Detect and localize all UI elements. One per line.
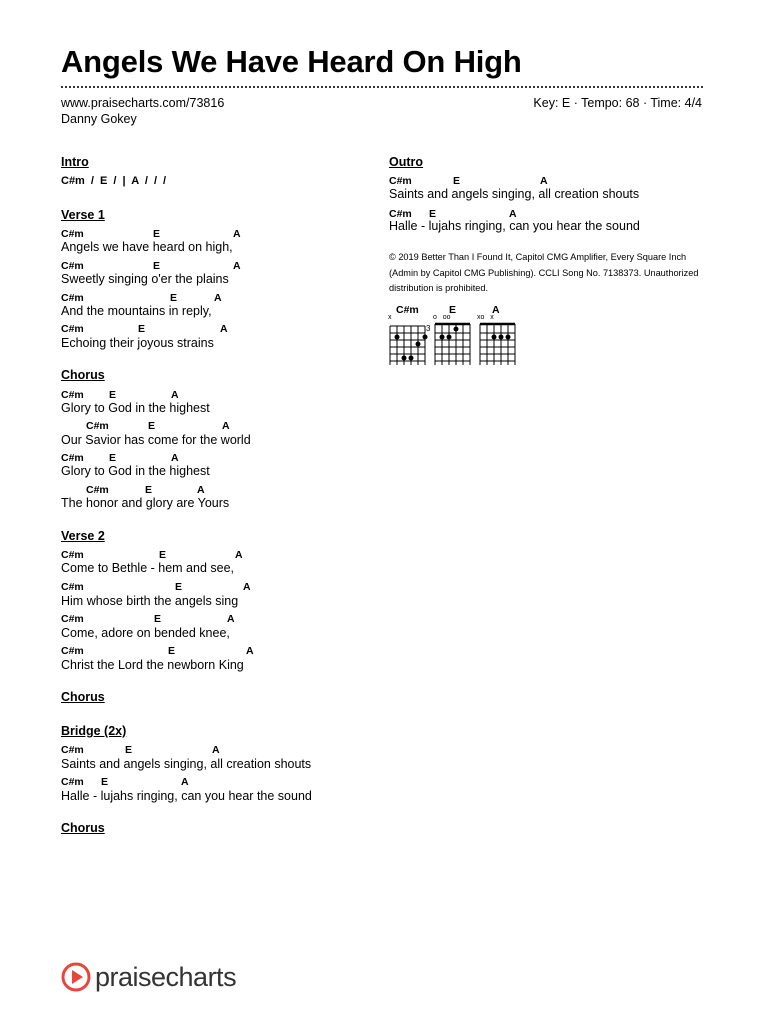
chord: A	[197, 484, 205, 496]
lyric-line: Halle - lujahs ringing, can you hear the sound	[61, 789, 312, 803]
chord-diagram-label: E	[449, 304, 457, 316]
chorus-repeat-heading: Chorus	[61, 690, 105, 704]
chord: C#m	[61, 744, 84, 756]
chord-diagram-marks: xo x	[477, 314, 494, 321]
song-title: Angels We Have Heard On High	[61, 44, 522, 79]
artist-name: Danny Gokey	[61, 112, 137, 126]
lyric-line: Him whose birth the angels sing	[61, 594, 239, 608]
lyric-line: Our Savior has come for the world	[61, 433, 251, 447]
chord: A	[171, 452, 179, 464]
chord: A	[227, 613, 235, 625]
lyric-line: Halle - lujahs ringing, can you hear the sound	[389, 219, 640, 233]
chord: C#m	[61, 581, 84, 593]
chord: C#m	[61, 260, 84, 272]
title-divider	[61, 86, 703, 88]
bridge-heading: Bridge (2x)	[61, 724, 127, 738]
chord: A	[214, 292, 222, 304]
chord: A	[509, 208, 517, 220]
chord: A	[181, 776, 189, 788]
lyric-line: Echoing their joyous strains	[61, 336, 214, 350]
lyric-line: Glory to God in the highest	[61, 401, 210, 415]
chorus-repeat-heading: Chorus	[61, 821, 105, 835]
intro-heading: Intro	[61, 155, 89, 169]
chord: E	[109, 452, 117, 464]
chord: C#m	[61, 452, 84, 464]
verse2-heading: Verse 2	[61, 529, 105, 543]
lyric-line: Come, adore on bended knee,	[61, 626, 230, 640]
chord: A	[233, 260, 241, 272]
brand-name: praisecharts	[95, 961, 237, 992]
chord: C#m	[61, 292, 84, 304]
chord: A	[212, 744, 220, 756]
lyric-line: Saints and angels singing, all creation shouts	[61, 757, 312, 771]
chord-diagram-label: C#m	[396, 304, 419, 316]
chord-diagram-label: A	[492, 304, 500, 316]
play-icon	[61, 962, 91, 992]
lyric-line: Come to Bethle - hem and see,	[61, 561, 235, 575]
chord: E	[170, 292, 178, 304]
chorus-heading: Chorus	[61, 368, 105, 382]
chord: A	[222, 420, 230, 432]
chord: E	[159, 549, 167, 561]
chord-diagram-marks: x	[388, 314, 392, 321]
chord: E	[429, 208, 437, 220]
chord: C#m	[61, 613, 84, 625]
chord: E	[125, 744, 133, 756]
chord: E	[148, 420, 156, 432]
lyric-line: And the mountains in reply,	[61, 304, 212, 318]
chord: E	[453, 175, 461, 187]
intro-chord-line: C#m / E / | A / / /	[61, 175, 167, 187]
praisecharts-logo[interactable]	[61, 960, 236, 994]
chord: C#m	[86, 420, 109, 432]
chord: A	[233, 228, 241, 240]
chord-diagram-e	[435, 324, 470, 365]
chord: C#m	[61, 645, 84, 657]
key-tempo-time: Key: E · Tempo: 68 · Time: 4/4	[533, 96, 702, 110]
outro-heading: Outro	[389, 155, 424, 169]
chord: C#m	[61, 228, 84, 240]
chord: C#m	[389, 175, 412, 187]
chord: E	[153, 260, 161, 272]
chord: C#m	[61, 389, 84, 401]
chord: C#m	[61, 776, 84, 788]
chord: C#m	[61, 549, 84, 561]
chord: A	[243, 581, 251, 593]
chord: C#m	[86, 484, 109, 496]
lyric-line: Saints and angels singing, all creation shouts	[389, 187, 640, 201]
lyric-line: Sweetly singing o'er the plains	[61, 272, 229, 286]
chord-diagram-a	[480, 324, 515, 365]
verse1-heading: Verse 1	[61, 208, 105, 222]
chord: E	[109, 389, 117, 401]
chord-diagram-fret-number: 3	[426, 324, 431, 333]
chord: C#m	[61, 323, 84, 335]
lyric-line: Glory to God in the highest	[61, 464, 210, 478]
chord: A	[171, 389, 179, 401]
copyright-notice: © 2019 Better Than I Found It, Capitol CMG Amplifier, Every Square Inch (Admin by Capitol CMG Publishing). CCLI Song No. 7138373. Unauthorized distribution is prohibited.	[389, 252, 699, 293]
chord: A	[220, 323, 228, 335]
lyric-line: The honor and glory are Yours	[61, 496, 230, 510]
chord-diagram-marks: o oo	[433, 314, 451, 321]
chord: E	[138, 323, 146, 335]
chord: A	[540, 175, 548, 187]
lyric-line: Christ the Lord the newborn King	[61, 658, 244, 672]
chord: A	[235, 549, 243, 561]
chord: E	[153, 228, 161, 240]
chord: C#m	[389, 208, 412, 220]
chord: E	[145, 484, 153, 496]
lyric-line: Angels we have heard on high,	[61, 240, 233, 254]
song-url[interactable]: www.praisecharts.com/73816	[61, 96, 225, 110]
chord: E	[168, 645, 176, 657]
chord-diagrams-graphic	[386, 320, 522, 366]
chord: E	[175, 581, 183, 593]
chord: E	[154, 613, 162, 625]
chord: E	[101, 776, 109, 788]
chord: A	[246, 645, 254, 657]
